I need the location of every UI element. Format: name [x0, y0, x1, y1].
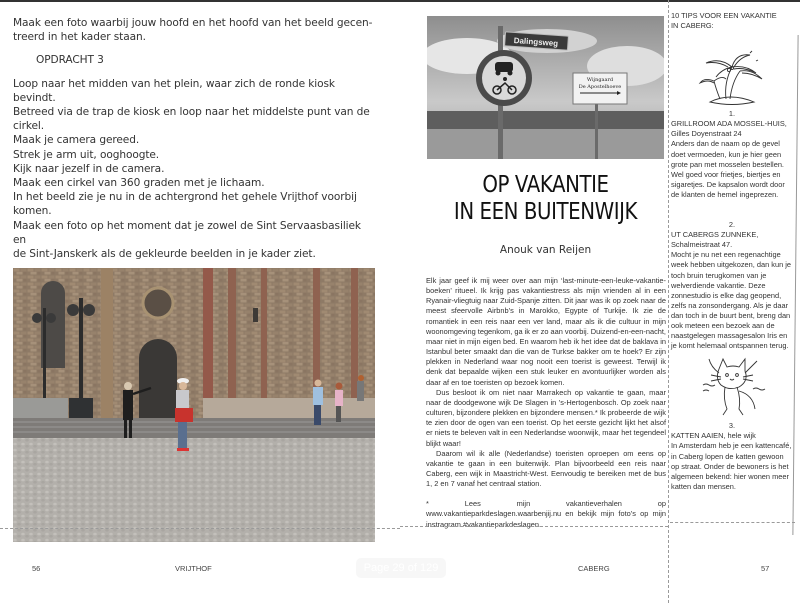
tip-text: Anders dan de naam op de gevel doet vermoeden, kun je hier geen grote pan met mosselen bestellen. Wel goed voor frietjes, biertjes en sigaretjes. De kapsalon wordt door de klanten de hemel ingeprezen.: [671, 139, 785, 199]
tip-text: Mocht je nu net een regenachtige week hebben uitgekozen, dan kun je toch bruin terugkomen van je welverdiende vakantie. Deze zonnestudio is elke dag geopend, zelfs na zonsondergang. Als je daar dan toch in de buurt bent, breng dan ook meteen een bezoek aan de naastgelegen massagesalon Iris en je komt helemaal ontspannen terug.: [671, 250, 791, 351]
instruction-line: Maak een foto op het moment dat je zowel de Sint Servaasbasiliek en: [13, 219, 361, 246]
tip-number: 3.: [728, 421, 736, 431]
left-page-number: 56: [32, 564, 41, 573]
body-paragraph: Dus besloot ik om niet naar Marrakech op vakantie te gaan, maar naar de doodgewone wijk De Slagen in ’s-Hertogenbosch. Op zoek naar culturen, bijzondere plekken en bijzondere mensen.* Ik probeerde de wijk te zien door de ogen van een toerist. Op het eerste gezicht lijkt het alsof er niets te beleven valt in een Nederlandse woonwijk, maar het tegendeel blijkt waar!: [426, 387, 666, 448]
vrijthof-square-photo: [13, 268, 375, 542]
body-paragraph: Elk jaar geef ik mij weer over aan mijn ‘last-minute-een-leuke-vakantie-boeken’ ritueel. Ik krijg pas vakantiestress als mijn vrienden al in een Ryanair-vliegtuig naar Zuid-Spanje zitten. Dit jaar was ik op zoek naar de meest sfeervolle Airbnb’s in Marokko, Egypte of Turkije. Ik zie de romantiek in een reis naar een ver land, maar als ik die cultuur in mijn woonomgeving tegenkom, ga ik er zo aan voorbij. Duizend-en-een-nacht, maar niet in mijn eigen bed. En waarom heb ik het idee dat de baklava in Istanbul beter smaakt dan die van de Turkse bakker om te hoek? Er zijn plekken in Nederland waar nog nooit een toerist is geweest. Terwijl ik denk dat bepaalde wijken een stuk leuker en avontuurlijker worden als daar af en toe toeristen op bezoek komen.: [426, 276, 666, 387]
dancing-cat-icon: [697, 355, 767, 421]
tips-sidebar: [671, 11, 793, 492]
street-sign-text: Dalingsweg: [513, 35, 559, 49]
title-line: OP VAKANTIE: [482, 172, 609, 198]
sidebar-dashed-divider: [668, 0, 669, 603]
intro-line: treerd in het kader staan.: [13, 31, 146, 44]
top-border: [0, 0, 800, 2]
page-curl-edge: [792, 35, 798, 535]
instruction-line: Loop naar het midden van het plein, waar zich de ronde kiosk bevindt.: [13, 77, 335, 104]
sidebar-heading: 10 TIPS VOOR EEN VAKANTIE IN CABERG:: [671, 11, 777, 31]
instruction-line: Betreed via de trap de kiosk en loop naar het middelste punt van de: [13, 106, 370, 119]
page-indicator: Page 29 of 129: [356, 558, 446, 578]
intro-line: Maak een foto waarbij jouw hoofd en het hoofd van het beeld gecen-: [13, 17, 373, 29]
direction-sign-line2: De Apostelhoeve: [578, 84, 622, 90]
instruction-line: Strek je arm uit, ooghoogte.: [13, 148, 160, 161]
left-page-dashed-guide: [0, 528, 400, 529]
church-square-image: [13, 268, 375, 542]
instruction-line: cirkel.: [13, 120, 45, 133]
left-page-text: [13, 16, 373, 261]
tip-title: KATTEN AAIEN, hele wijk: [671, 431, 756, 441]
instruction-line: de Sint-Janskerk als de gekleurde beelden in je kader ziet.: [13, 248, 316, 261]
tip-title: GRILLROOM ADA MOSSEL-HUIS, Gilles Doyenstraat 24: [671, 119, 787, 139]
instruction-line: komen.: [13, 205, 52, 218]
tip-number: 1.: [728, 109, 736, 119]
article-title: [444, 172, 648, 226]
right-page-number: 57: [761, 564, 770, 573]
direction-sign-line1: Wijngaard: [586, 77, 614, 83]
right-section-label: CABERG: [578, 564, 610, 573]
left-section-label: VRIJTHOF: [175, 564, 212, 573]
tip-title: UT CABERGS ZUNNEKE, Schalmeistraat 47.: [671, 230, 759, 250]
road-signs-image: [427, 16, 664, 159]
article-author: Anouk van Reijen: [499, 244, 592, 256]
direction-sign: [573, 73, 627, 104]
sidebar-dashed-guide: [670, 522, 795, 523]
title-line: IN EEN BUITENWIJK: [453, 199, 638, 225]
instruction-line: In het beeld zie je nu in de achtergrond het gehele Vrijthof voorbij: [13, 191, 357, 204]
body-paragraph: Daarom wil ik alle (Nederlandse) toeristen oproepen om eens op vakantie te gaan in een buitenwijk. Plan bijvoorbeeld een reis naar Caberg, een wijk in Maastricht-West. Eenvoudig te bereiken met de bus 1, 2 en 7 vanaf het centraal station.: [426, 448, 666, 489]
assignment-heading: OPDRACHT 3: [36, 54, 104, 67]
footnote: * Lees mijn vakantieverhalen op www.vakantieparkdeslagen.waarbenjij.nu en bekijk mijn foto’s op mijn instragram #vakantieparkdeslagen.: [426, 499, 666, 529]
tip-number: 2.: [728, 220, 736, 230]
instruction-line: Maak je camera gereed.: [13, 134, 140, 147]
article-body: [426, 276, 666, 530]
palm-trees-icon: [692, 47, 772, 109]
instruction-line: Maak een cirkel van 360 graden met je lichaam.: [13, 177, 265, 190]
right-page-dashed-guide: [400, 526, 668, 527]
tip-text: In Amsterdam heb je een kattencafé, in Caberg lopen de katten gewoon op straat. Onder de bewoners is het algemeen bekend: hier wonen meer katten dan mensen.: [671, 441, 792, 491]
prohibition-sign: [476, 50, 532, 106]
road-signs-photo: [427, 16, 664, 159]
instruction-line: Kijk naar jezelf in de camera.: [13, 162, 165, 175]
